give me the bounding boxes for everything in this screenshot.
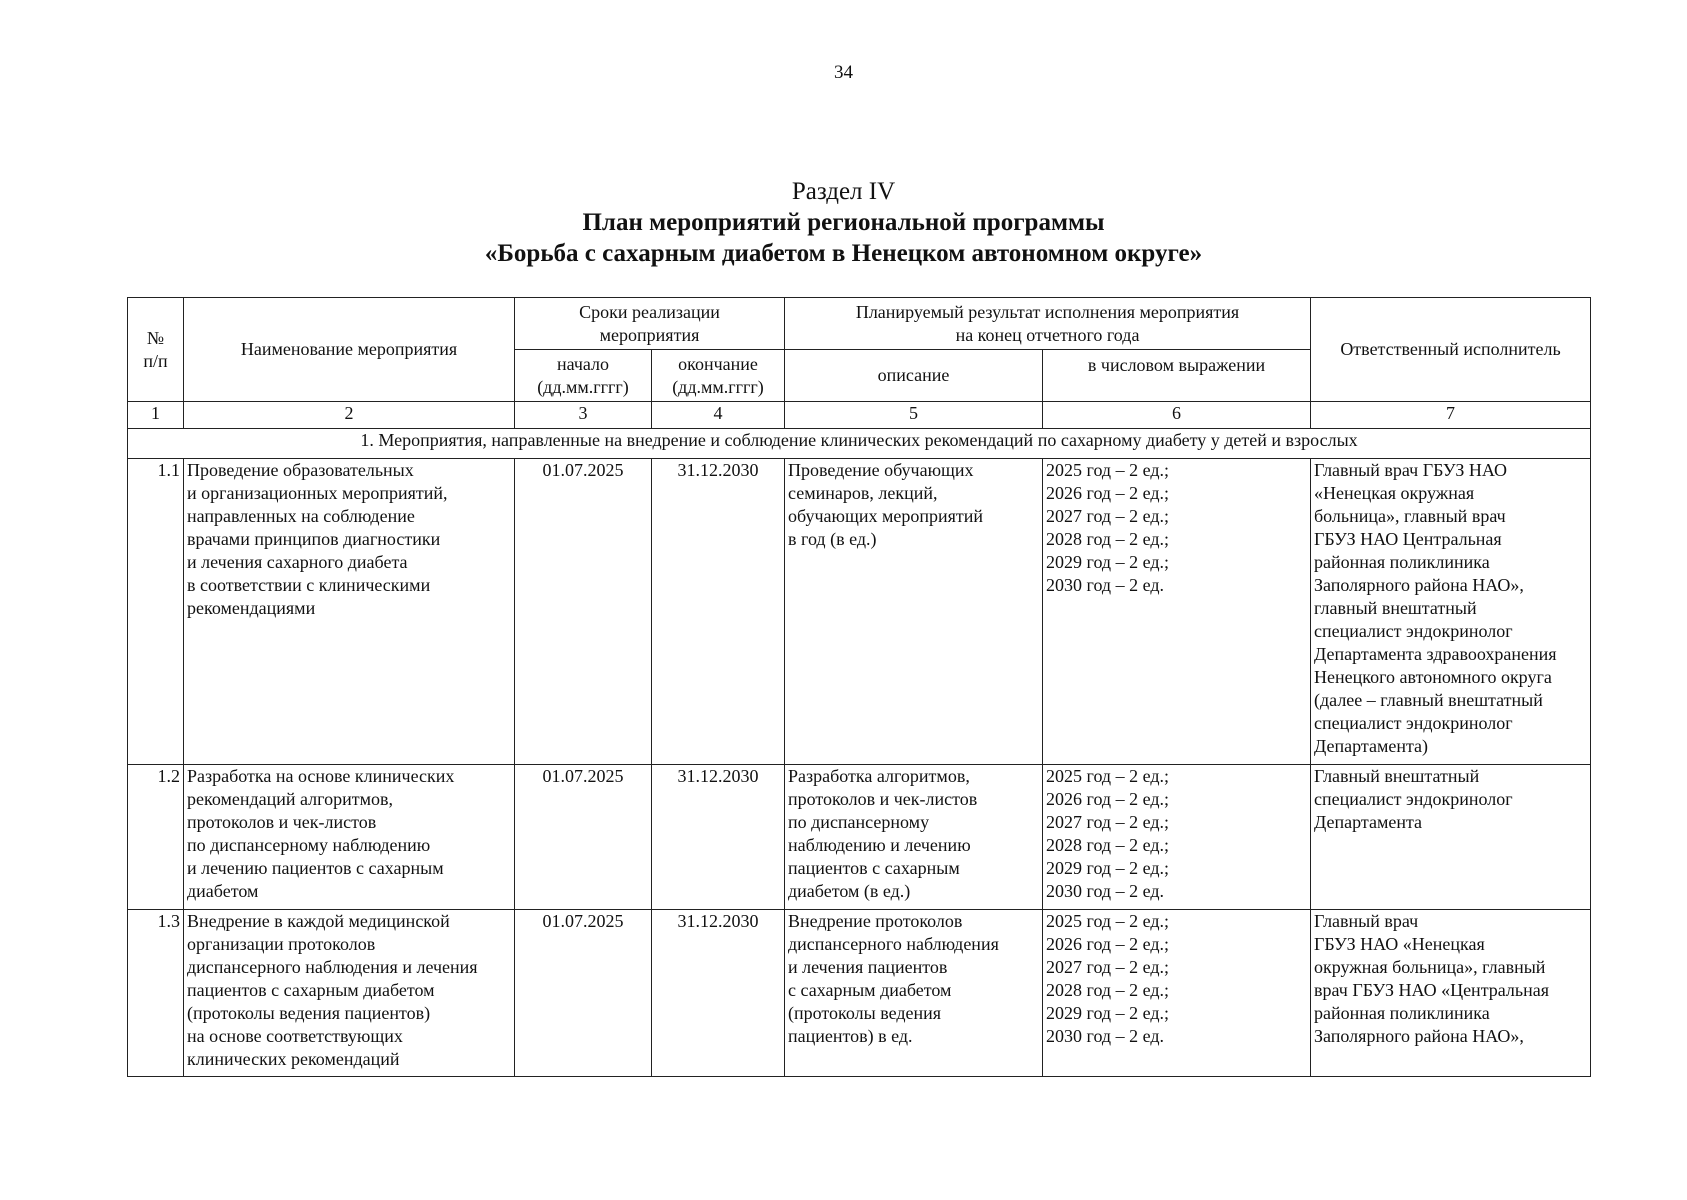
column-number: 6 xyxy=(1043,402,1311,429)
row-numeric: 2025 год – 2 ед.; 2026 год – 2 ед.; 2027 год – 2 ед.; 2028 год – 2 ед.; 2029 год – 2 ед.; 2030 год – 2 ед. xyxy=(1043,459,1311,765)
section-row-title: 1. Мероприятия, направленные на внедрение и соблюдение клинических рекомендаций по сахарному диабету у детей и взрослых xyxy=(128,429,1591,459)
row-numeric: 2025 год – 2 ед.; 2026 год – 2 ед.; 2027 год – 2 ед.; 2028 год – 2 ед.; 2029 год – 2 ед.; 2030 год – 2 ед. xyxy=(1043,765,1311,910)
row-description: Внедрение протоколов диспансерного наблюдения и лечения пациентов с сахарным диабетом (протоколы ведения пациентов) в ед. xyxy=(785,910,1043,1077)
header-result: Планируемый результат исполнения мероприятия на конец отчетного года xyxy=(785,298,1311,350)
column-number: 1 xyxy=(128,402,184,429)
row-num: 1.3 xyxy=(128,910,184,1077)
row-start-date: 01.07.2025 xyxy=(515,765,652,910)
column-number: 5 xyxy=(785,402,1043,429)
column-number: 4 xyxy=(652,402,785,429)
document-heading xyxy=(0,176,1687,269)
activities-plan-table xyxy=(127,297,1591,1077)
row-name: Внедрение в каждой медицинской организации протоколов диспансерного наблюдения и лечения пациентов с сахарным диабетом (протоколы ведения пациентов) на основе соответствующих клинических рекомендаций xyxy=(184,910,515,1077)
plan-title-line1: План мероприятий региональной программы xyxy=(582,209,1105,236)
row-description: Разработка алгоритмов, протоколов и чек-листов по диспансерному наблюдению и лечению пациентов с сахарным диабетом (в ед.) xyxy=(785,765,1043,910)
header-terms: Сроки реализации мероприятия xyxy=(515,298,785,350)
section-row xyxy=(128,429,1591,459)
row-start-date: 01.07.2025 xyxy=(515,910,652,1077)
header-name: Наименование мероприятия xyxy=(184,298,515,402)
table-row xyxy=(128,459,1591,765)
header-start: начало (дд.мм.гггг) xyxy=(515,350,652,402)
row-responsible: Главный врач ГБУЗ НАО «Ненецкая окружная больница», главный врач ГБУЗ НАО Центральная районная поликлиника Заполярного района НАО», главный внештатный специалист эндокринолог Департамента здравоохранения Ненецкого автономного округа (далее – главный внештатный специалист эндокринолог Департамента) xyxy=(1311,459,1591,765)
column-number: 7 xyxy=(1311,402,1591,429)
column-numbers-row xyxy=(128,402,1591,429)
column-number: 3 xyxy=(515,402,652,429)
row-numeric: 2025 год – 2 ед.; 2026 год – 2 ед.; 2027 год – 2 ед.; 2028 год – 2 ед.; 2029 год – 2 ед.; 2030 год – 2 ед. xyxy=(1043,910,1311,1077)
row-end-date: 31.12.2030 xyxy=(652,765,785,910)
table-row xyxy=(128,910,1591,1077)
row-end-date: 31.12.2030 xyxy=(652,459,785,765)
row-end-date: 31.12.2030 xyxy=(652,910,785,1077)
header-responsible: Ответственный исполнитель xyxy=(1311,298,1591,402)
table-row xyxy=(128,765,1591,910)
plan-title-line2: «Борьба с сахарным диабетом в Ненецком автономном округе» xyxy=(484,240,1203,267)
header-description: описание xyxy=(785,350,1043,402)
header-end: окончание (дд.мм.гггг) xyxy=(652,350,785,402)
header-numeric: в числовом выражении xyxy=(1043,350,1311,402)
row-responsible: Главный внештатный специалист эндокринолог Департамента xyxy=(1311,765,1591,910)
row-num: 1.1 xyxy=(128,459,184,765)
header-num: № п/п xyxy=(128,298,184,402)
row-name: Разработка на основе клинических рекомендаций алгоритмов, протоколов и чек-листов по диспансерному наблюдению и лечению пациентов с сахарным диабетом xyxy=(184,765,515,910)
section-title: Раздел IV xyxy=(791,178,896,205)
page-number: 34 xyxy=(834,62,853,83)
row-responsible: Главный врач ГБУЗ НАО «Ненецкая окружная больница», главный врач ГБУЗ НАО «Центральная районная поликлиника Заполярного района НАО», xyxy=(1311,910,1591,1077)
row-description: Проведение обучающих семинаров, лекций, обучающих мероприятий в год (в ед.) xyxy=(785,459,1043,765)
row-name: Проведение образовательных и организационных мероприятий, направленных на соблюдение врачами принципов диагностики и лечения сахарного диабета в соответствии с клиническими рекомендациями xyxy=(184,459,515,765)
row-start-date: 01.07.2025 xyxy=(515,459,652,765)
column-number: 2 xyxy=(184,402,515,429)
row-num: 1.2 xyxy=(128,765,184,910)
